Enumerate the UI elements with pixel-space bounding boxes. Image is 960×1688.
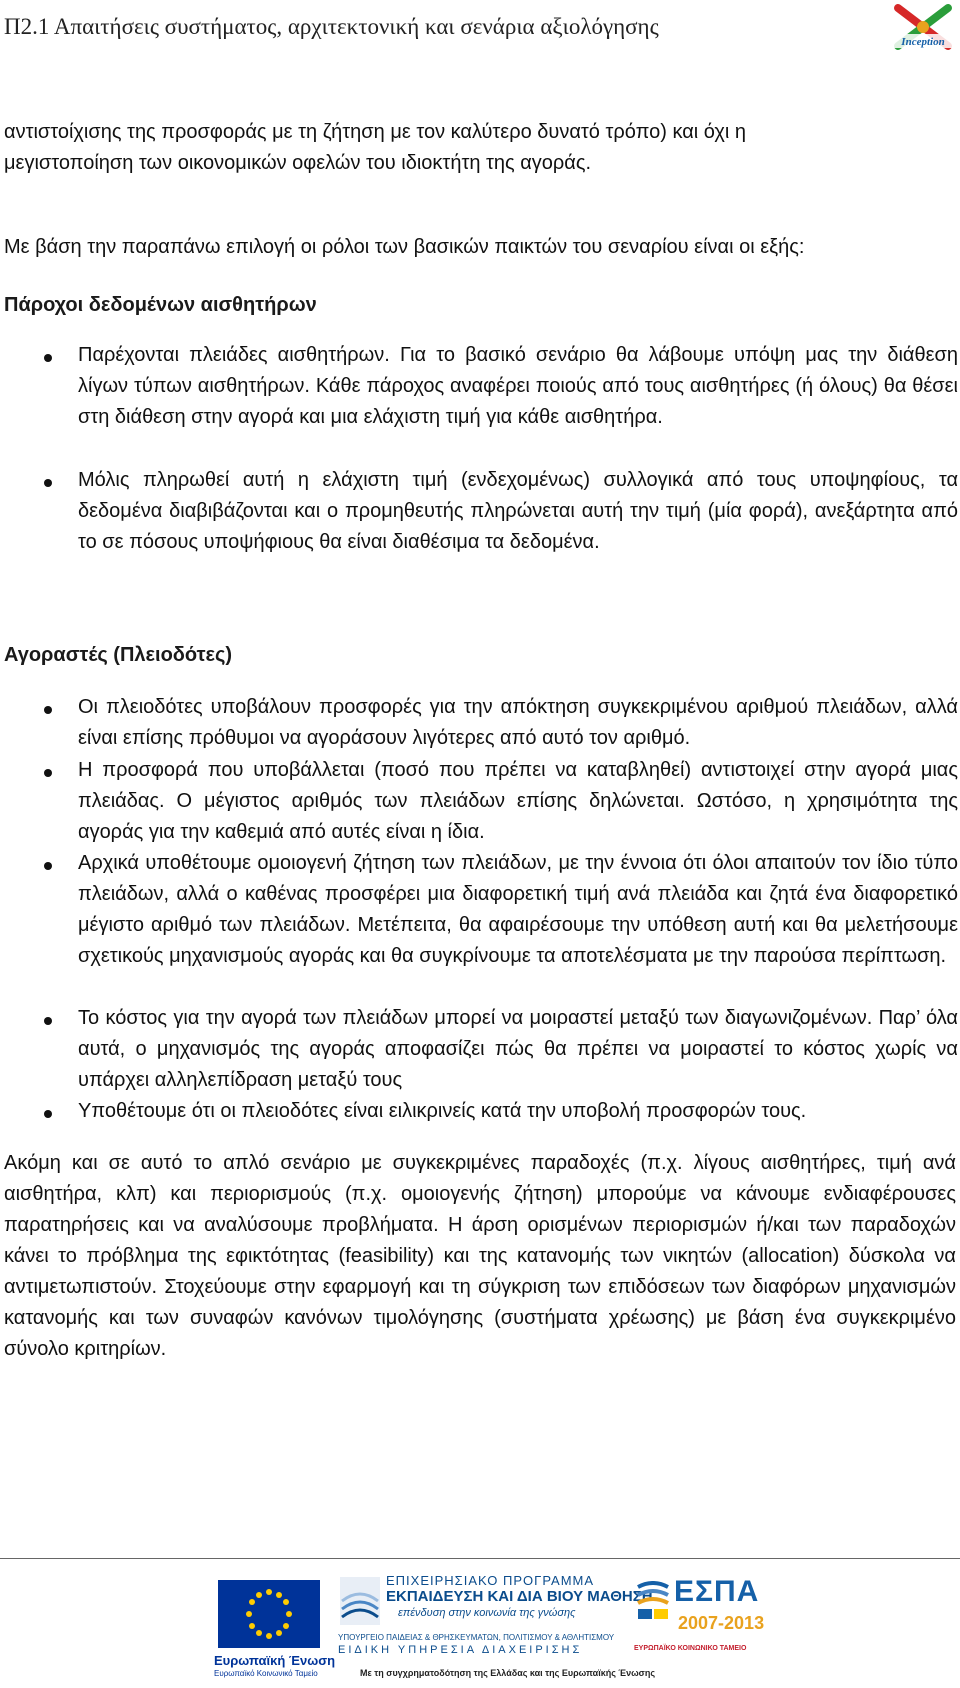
eu-sublabel: Ευρωπαϊκό Κοινωνικό Ταμείο [214, 1669, 318, 1678]
bullet-icon [44, 862, 52, 870]
bullet-icon [44, 1017, 52, 1025]
op-name: ΕΚΠΑΙΔΕΥΣΗ ΚΑΙ ΔΙΑ ΒΙΟΥ ΜΑΘΗΣΗ [386, 1588, 653, 1605]
closing-paragraph: Ακόμη και σε αυτό το απλό σενάριο με συγκεκριμένες παραδοχές (π.χ. λίγους αισθητήρες, τιμή ανά αισθητήρα, κλπ) και περιορισμούς (π.χ. ομοιογενής ζήτηση) μπορούμε να κάνουμε ενδιαφέρουσες παρατηρήσεις και να αναλύσουμε προβλήματα. Η άρση ορισμένων περιορισμών ή/και των παραδοχών κάνει το πρόβλημα της εφικτότητας (feasibility) και της κατανομής των νικητών (allocation) δύσκολα να αντιμετωπιστούν. Στοχεύουμε στην εφαρμογή και τη σύγκριση των επιδόσεων των διαφόρων μηχανισμών κατανομής και των συναφών κανόνων τιμολόγησης (συστήματα χρέωσης) με βάση ένα συγκεκριμένο σύνολο κριτηρίων. [4, 1152, 956, 1360]
eu-flag-icon [218, 1580, 320, 1648]
op-ministry: ΥΠΟΥΡΓΕΙΟ ΠΑΙΔΕΙΑΣ & ΘΡΗΣΚΕΥΜΑΤΩΝ, ΠΟΛΙΤΙΣΜΟΥ & ΑΘΛΗΤΙΣΜΟΥ [338, 1633, 615, 1642]
list-item: Οι πλειοδότες υποβάλουν προσφορές για την απόκτηση συγκεκριμένου αριθμού πλειάδων, αλλά είναι επίσης πρόθυμοι να αγοράσουν λιγότερες από αυτό τον αριθμό. [78, 696, 958, 749]
intro-line: αντιστοίχισης της προσφοράς με τη ζήτηση με τον καλύτερο δυνατό τρόπο) και όχι η [4, 121, 746, 143]
bullet-icon [44, 479, 52, 487]
bullet-icon [44, 769, 52, 777]
espa-logo [634, 1575, 784, 1665]
bullet-icon [44, 354, 52, 362]
list-item: Η προσφορά που υποβάλλεται (ποσό που πρέπει να καταβληθεί) αντιστοιχεί στην αγορά μιας πλειάδας. Ο μέγιστος αριθμός των πλειάδων επίσης δηλώνεται. Ωστόσο, η χρησιμότητα της αγοράς για την καθεμιά από αυτές είναι η ίδια. [78, 759, 958, 843]
list-item: Το κόστος για την αγορά των πλειάδων μπορεί να μοιραστεί μεταξύ των διαγωνιζομένων. Παρ’ όλα αυτά, ο μηχανισμός της αγοράς αποφασίζει πώς θα πρέπει να μοιραστεί το κόστος χωρίς να υπάρχει αλληλεπίδραση μεταξύ τους [78, 1007, 958, 1091]
page-footer [0, 1565, 960, 1688]
section-heading-buyers: Αγοραστές (Πλειοδότες) [4, 644, 233, 666]
logo-text: Inception [901, 36, 945, 48]
list-item: Μόλις πληρωθεί αυτή η ελάχιστη τιμή (ενδεχομένως) συλλογικά από τους υποψηφίους, τα δεδομένα διαβιβάζονται και ο προμηθευτής πληρώνεται αυτή την τιμή (μία φορά), ανεξάρτητα από το σε πόσους υποψήφιους θα είναι διαθέσιμα τα δεδομένα. [78, 469, 958, 553]
op-emblem-icon [338, 1573, 382, 1629]
page-header [0, 0, 960, 70]
inception-logo [890, 2, 956, 60]
list-item: Αρχικά υποθέτουμε ομοιογενή ζήτηση των πλειάδων, με την έννοια ότι όλοι απαιτούν τον ίδιο τύπο πλειάδων, αλλά ο καθένας προσφέρει μια διαφορετική τιμή ανά πλειάδα και ζητά ένα διαφορετικό μέγιστο αριθμό των πλειάδων. Μετέπειτα, θα αφαιρέσουμε την υπόθεση αυτή και θα μελετήσουμε σχετικούς μηχανισμούς αγοράς και θα συγκρίνουμε τα αποτελέσματα με την παρούσα περίπτωση. [78, 852, 958, 967]
operational-programme-logo [338, 1573, 656, 1683]
espa-text: ΕΣΠΑ [674, 1575, 760, 1608]
cofund-note: Με τη συγχρηματοδότηση της Ελλάδας και της Ευρωπαϊκής Ένωσης [360, 1668, 656, 1678]
bullet-icon [44, 706, 52, 714]
document-title: Π2.1 Απαιτήσεις συστήματος, αρχιτεκτονική και σενάρια αξιολόγησης [4, 14, 659, 39]
espa-fund-label: ΕΥΡΩΠΑΪΚΟ ΚΟΙΝΩΝΙΚΟ ΤΑΜΕΙΟ [634, 1645, 747, 1652]
intro-line: μεγιστοποίηση των οικονομικών οφελών του ιδιοκτήτη της αγοράς. [4, 152, 592, 174]
op-authority: ΕΙΔΙΚΗ ΥΠΗΡΕΣΙΑ ΔΙΑΧΕΙΡΙΣΗΣ [338, 1644, 583, 1656]
eu-label: Ευρωπαϊκή Ένωση [214, 1653, 336, 1668]
list-item: Υποθέτουμε ότι οι πλειοδότες είναι ειλικρινείς κατά την υποβολή προσφορών τους. [78, 1100, 807, 1122]
espa-years: 2007-2013 [678, 1613, 765, 1633]
espa-emblem-icon [634, 1581, 672, 1621]
op-title: ΕΠΙΧΕΙΡΗΣΙΑΚΟ ΠΡΟΓΡΑΜΜΑ [386, 1573, 595, 1588]
list-item: Παρέχονται πλειάδες αισθητήρων. Για το βασικό σενάριο θα λάβουμε υπόψη μας την διάθεση λίγων τύπων αισθητήρων. Κάθε πάροχος αναφέρει ποιούς από τους αισθητήρες (ή όλους) θα θέσει στη διάθεση στην αγορά και μια ελάχιστη τιμή για κάθε αισθητήρα. [78, 344, 958, 428]
bullet-icon [44, 1110, 52, 1118]
op-slogan: επένδυση στην κοινωνία της γνώσης [398, 1607, 576, 1619]
roles-intro: Με βάση την παραπάνω επιλογή οι ρόλοι των βασικών παικτών του σεναρίου είναι οι εξής: [4, 236, 805, 258]
section-heading-providers: Πάροχοι δεδομένων αισθητήρων [4, 294, 317, 316]
footer-divider [0, 1558, 960, 1559]
